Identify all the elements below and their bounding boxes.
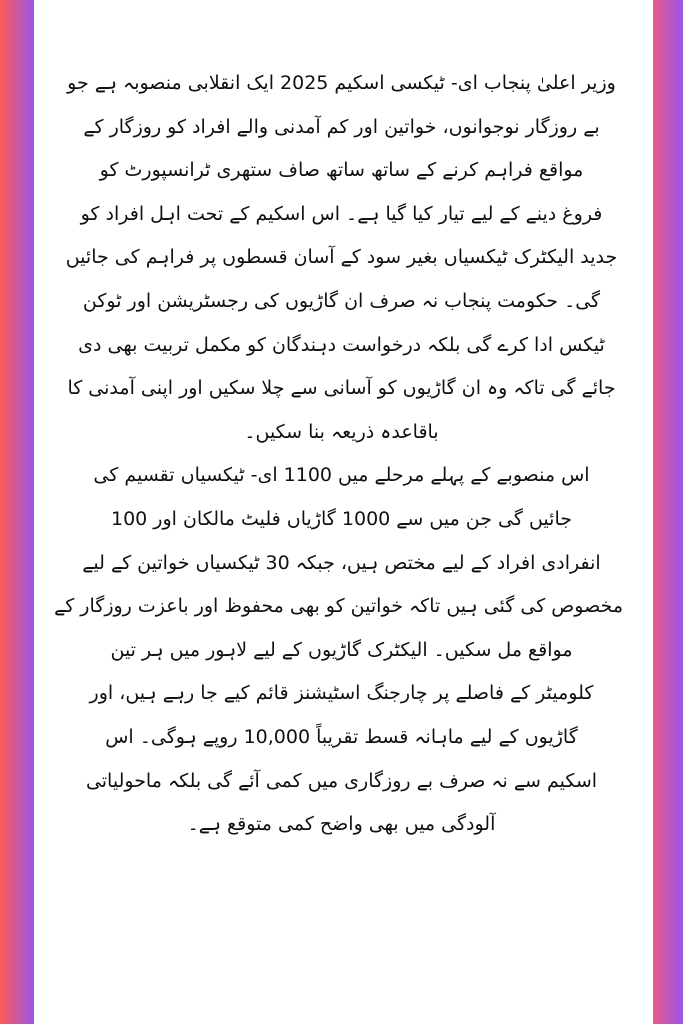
- text-line: گاڑیوں کے لیے ماہانہ قسط تقریباً 10,000 روپے ہوگی۔ اس: [105, 725, 578, 748]
- right-gradient-border: [653, 0, 683, 1024]
- text-line: بے روزگار نوجوانوں، خواتین اور کم آمدنی والے افراد کو روزگار کے: [83, 115, 600, 138]
- text-line: انفرادی افراد کے لیے مختص ہیں، جبکہ 30 ٹیکسیاں خواتین کے لیے: [82, 551, 601, 574]
- text-line: اس منصوبے کے پہلے مرحلے میں 1100 ای- ٹیکسیاں تقسیم کی: [93, 464, 590, 487]
- article-body: [54, 62, 623, 847]
- text-line: اسکیم سے نہ صرف بے روزگاری میں کمی آئے گی بلکہ ماحولیاتی: [85, 769, 598, 792]
- text-line: کلومیٹر کے فاصلے پر چارجنگ اسٹیشنز قائم کیے جا رہے ہیں، اور: [89, 682, 594, 705]
- text-line: فروغ دینے کے لیے تیار کیا گیا ہے۔ اس اسکیم کے تحت اہل افراد کو: [80, 202, 603, 225]
- text-line: وزیر اعلیٰ پنجاب ای- ٹیکسی اسکیم 2025 ایک انقلابی منصوبہ ہے جو: [67, 72, 616, 94]
- text-line: آلودگی میں بھی واضح کمی متوقع ہے۔: [187, 813, 496, 836]
- text-line: مخصوص کی گئی ہیں تاکہ خواتین کو بھی محفوظ اور باعزت روزگار کے: [54, 595, 623, 618]
- paragraph-1: [60, 62, 623, 454]
- text-line: جدید الیکٹرک ٹیکسیاں بغیر سود کے آسان قسطوں پر فراہم کی جائیں: [65, 246, 618, 269]
- text-line: جائیں گی جن میں سے 1000 گاڑیاں فلیٹ مالکان اور 100: [111, 507, 572, 530]
- text-line: جائے گی تاکہ وہ ان گاڑیوں کو آسانی سے چلا سکیں اور اپنی آمدنی کا: [67, 377, 616, 400]
- text-line: مواقع فراہم کرنے کے ساتھ ساتھ صاف ستھری ٹرانسپورٹ کو: [99, 159, 584, 182]
- text-line: باقاعدہ ذریعہ بنا سکیں۔: [244, 420, 439, 443]
- paragraph-2: [54, 454, 623, 846]
- text-line: ٹیکس ادا کرے گی بلکہ درخواست دہندگان کو مکمل تربیت بھی دی: [78, 333, 605, 356]
- text-line: مواقع مل سکیں۔ الیکٹرک گاڑیوں کے لیے لاہور میں ہر تین: [110, 638, 573, 661]
- left-gradient-border: [0, 0, 34, 1024]
- text-line: گی۔ حکومت پنجاب نہ صرف ان گاڑیوں کی رجسٹریشن اور ٹوکن: [82, 289, 601, 312]
